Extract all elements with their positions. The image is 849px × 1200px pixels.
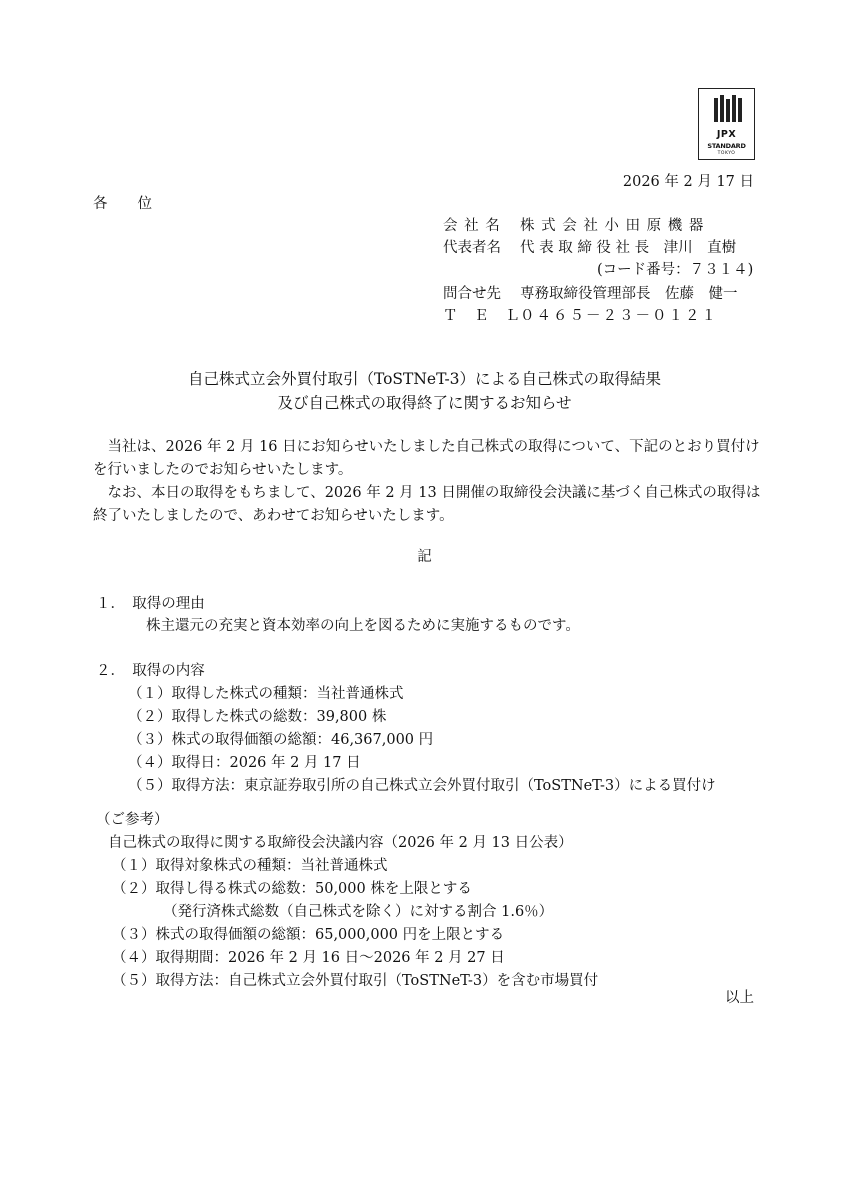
company-name-value: 株 式 会 社 小 田 原 機 器	[520, 218, 705, 234]
body-paragraph1-line2: を行いましたのでお知らせいたします。	[93, 462, 353, 478]
reference-item: （２）取得し得る株式の総数：50,000 株を上限とする	[112, 881, 472, 897]
ki-marker: 記	[417, 549, 432, 565]
logo-city-text: TOKYO	[717, 151, 736, 156]
stock-code: (コード番号：７３１４)	[597, 262, 754, 278]
body-paragraph2-line2: 終了いたしましたので、あわせてお知らせいたします。	[93, 508, 454, 524]
body-paragraph2-line1: なお、本日の取得をもちまして、2026 年 2 月 13 日開催の取締役会決議に基づく自己株式の取得は	[93, 485, 761, 501]
contact-label: 問合せ先	[443, 286, 501, 302]
body-paragraph1-line1: 当社は、2026 年 2 月 16 日にお知らせいたしました自己株式の取得について、下記のとおり買付け	[93, 439, 760, 455]
logo-mark-text: JPX	[716, 129, 737, 140]
representative-label: 代表者名	[443, 240, 501, 256]
logo-market-text: STANDARD	[707, 142, 746, 150]
notice-title-line2: 及び自己株式の取得終了に関するお知らせ	[277, 394, 572, 412]
reference-heading: （ご参考）	[96, 812, 169, 828]
section1-heading: １． 取得の理由	[96, 596, 205, 612]
reference-item-note: （発行済株式総数（自己株式を除く）に対する割合 1.6％）	[163, 904, 554, 920]
representative-value: 代 表 取 締 役 社 長 津川 直樹	[520, 240, 737, 256]
reference-item: （３）株式の取得価額の総額：65,000,000 円を上限とする	[112, 927, 505, 943]
notice-title-line1: 自己株式立会外買付取引（ToSTNeT-3）による自己株式の取得結果	[187, 370, 662, 388]
reference-item: （４）取得期間：2026 年 2 月 16 日～2026 年 2 月 27 日	[112, 950, 505, 966]
company-name-label: 会 社 名	[443, 218, 501, 234]
reference-item: （１）取得対象株式の種類：当社普通株式	[112, 858, 388, 874]
addressee: 各位	[93, 196, 182, 212]
jpx-bars-icon	[699, 89, 756, 129]
closing-ijou: 以上	[725, 990, 754, 1006]
section2-item: （１）取得した株式の種類：当社普通株式	[128, 686, 404, 702]
section1-text: 株主還元の充実と資本効率の向上を図るために実施するものです。	[146, 618, 580, 634]
section2-item: （４）取得日：2026 年 2 月 17 日	[128, 755, 361, 771]
jpx-standard-logo	[698, 88, 755, 160]
reference-intro: 自己株式の取得に関する取締役会決議内容（2026 年 2 月 13 日公表）	[108, 835, 573, 851]
tel-label: Ｔ Ｅ Ｌ	[443, 308, 526, 324]
contact-value: 専務取締役管理部長 佐藤 健一	[520, 286, 738, 302]
reference-item: （５）取得方法：自己株式立会外買付取引（ToSTNeT-3）を含む市場買付	[112, 973, 599, 989]
tel-value: ０４６５－２３－０１２１	[520, 308, 718, 324]
section2-item: （３）株式の取得価額の総額：46,367,000 円	[128, 732, 434, 748]
section2-heading: ２． 取得の内容	[96, 663, 205, 679]
document-date: 2026 年 2 月 17 日	[622, 174, 754, 190]
section2-item: （５）取得方法：東京証券取引所の自己株式立会外買付取引（ToSTNeT-3）による買付け	[128, 778, 716, 794]
section2-item: （２）取得した株式の総数：39,800 株	[128, 709, 387, 725]
